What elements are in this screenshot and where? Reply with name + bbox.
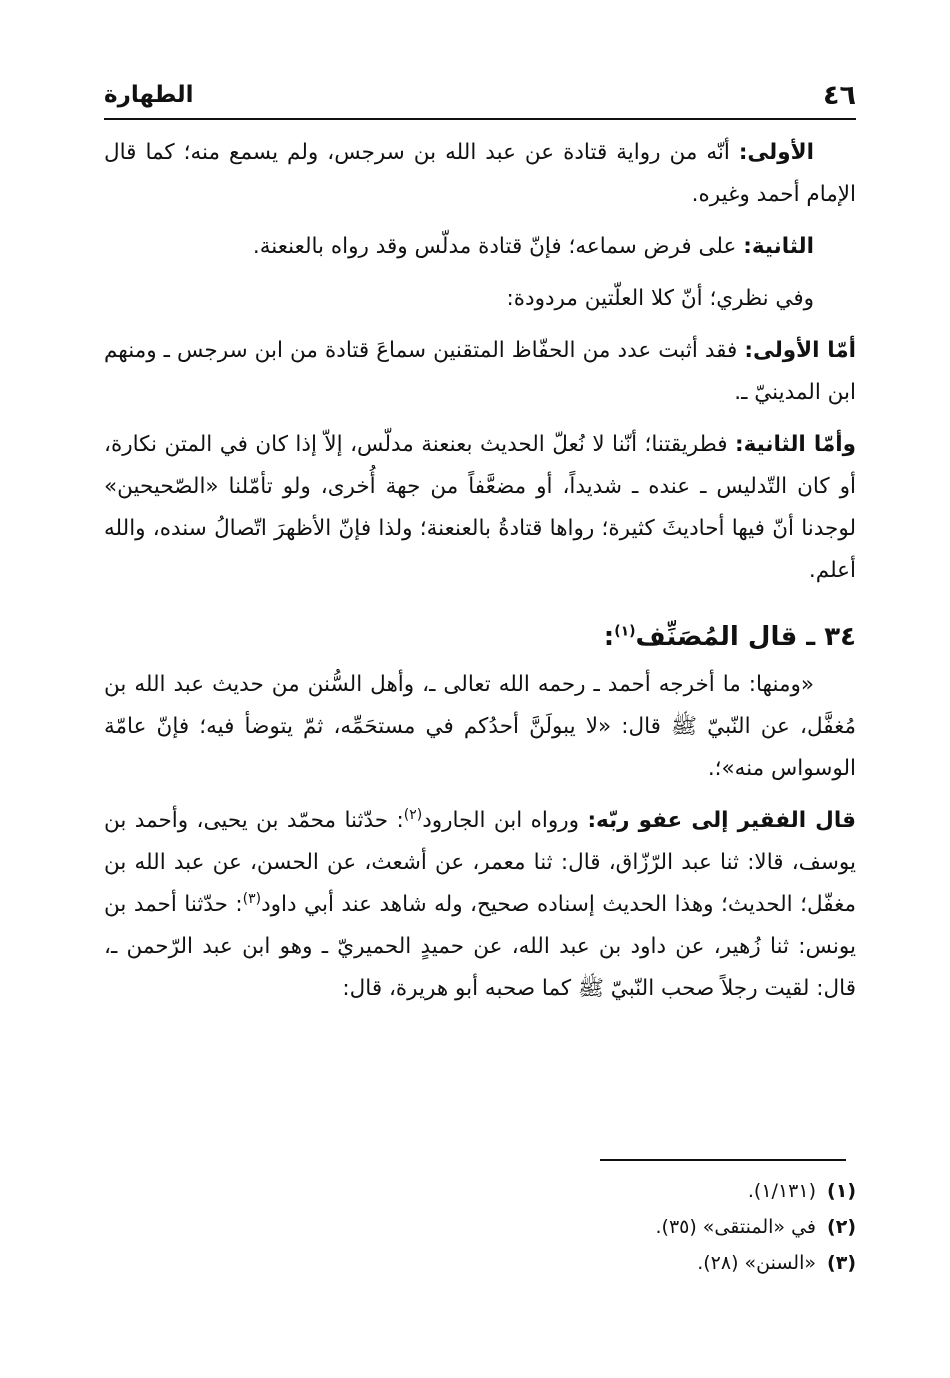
term-first-reply: أمّا الأولى: — [744, 338, 857, 363]
footnote-number: (٣) — [827, 1252, 856, 1274]
term-second: الثانية: — [743, 234, 814, 259]
paragraph-text: «ومنها: ما أخرجه أحمد ـ رحمه الله تعالى ـ، وأهل السُّنن من حديث عبد الله بن مُغفَّل، عن النّبيّ ﷺ قال: «لا يبولَنَّ أحدُكم في مستحَمِّه، ثمّ يتوضأ فيه؛ فإنّ عامّة الوسواس منه»؛. — [104, 672, 856, 781]
page-header — [104, 78, 856, 120]
footnotes — [104, 1173, 856, 1281]
paragraph-text: على فرض سماعه؛ فإنّ قتادة مدلّس وقد رواه بالعنعنة. — [252, 234, 744, 259]
footnote — [104, 1245, 856, 1281]
section-heading — [104, 614, 856, 660]
paragraph-text: : حدّثنا أحمد بن يونس: ثنا زُهير، عن داود بن عبد الله، عن حميدٍ الحميريّ ـ وهو ابن عبد الرّحمن ـ، قال: لقيت رجلاً صحب النّبيّ ﷺ كما صحبه أبو هريرة، قال: — [104, 892, 856, 1001]
footnote-text: «السنن» (٢٨). — [697, 1252, 816, 1274]
footnote-number: (١) — [827, 1180, 856, 1202]
footnote — [104, 1173, 856, 1209]
section-heading-colon: : — [603, 622, 615, 652]
paragraph-first-reason — [104, 132, 856, 216]
paragraph-commentary — [104, 800, 856, 1010]
paragraph-second-reply — [104, 424, 856, 592]
footnote-text: (١/١٣١). — [747, 1180, 816, 1202]
footnote — [104, 1209, 856, 1245]
paragraph-second-reason — [104, 226, 856, 268]
footnote-ref: (١) — [614, 623, 636, 640]
main-text — [104, 132, 856, 1020]
footnote-divider — [600, 1159, 846, 1161]
paragraph-text: ورواه ابن الجارود — [422, 808, 588, 833]
footnote-text: في «المنتقى» (٣٥). — [655, 1216, 816, 1238]
footnote-number: (٢) — [827, 1216, 856, 1238]
footnote-ref: (٢) — [403, 806, 423, 823]
paragraph-text: فطريقتنا؛ أنّنا لا نُعلّ الحديث بعنعنة مدلّس، إلاّ إذا كان في المتن نكارة، أو كان التّدليس ـ عنده ـ شديداً، أو مضعَّفاً من جهة أُخرى، ولو تأمّلنا «الصّحيحين» لوجدنا أنّ فيها أحاديثَ كثيرة؛ رواها قتادةُ بالعنعنة؛ ولذا فإنّ الأظهرَ اتّصالُ سنده، والله أعلم. — [104, 432, 856, 583]
term-commentary: قال الفقير إلى عفو ربّه: — [587, 808, 856, 833]
footnote-ref: (٣) — [242, 890, 262, 907]
page-number: ٤٦ — [823, 80, 856, 111]
term-first: الأولى: — [738, 140, 814, 165]
paragraph-text: أنّه من رواية قتادة عن عبد الله بن سرجس، ولم يسمع منه؛ كما قال الإمام أحمد وغيره. — [104, 140, 856, 207]
paragraph-quote — [104, 664, 856, 790]
section-heading-text: ٣٤ ـ قال المُصَنِّف — [635, 622, 856, 652]
paragraph-text: : حدّثنا محمّد بن يحيى، وأحمد بن يوسف، قالا: ثنا عبد الرّزّاق، قال: ثنا معمر، عن أشعث، عن الحسن، عن عبد الله بن مغفّل؛ الحديث؛ وهذا الحديث إسناده صحيح، وله شاهد عند أبي داود — [104, 808, 856, 917]
paragraph-text: فقد أثبت عدد من الحفّاظ المتقنين سماعَ قتادة من ابن سرجس ـ ومنهم ابن المدينيّ ـ. — [104, 338, 856, 405]
paragraph-opinion — [104, 278, 856, 320]
running-title: الطهارة — [104, 82, 194, 108]
paragraph-first-reply — [104, 330, 856, 414]
term-second-reply: وأمّا الثانية: — [734, 432, 856, 457]
paragraph-text: وفي نظري؛ أنّ كلا العلّتين مردودة: — [506, 286, 814, 311]
